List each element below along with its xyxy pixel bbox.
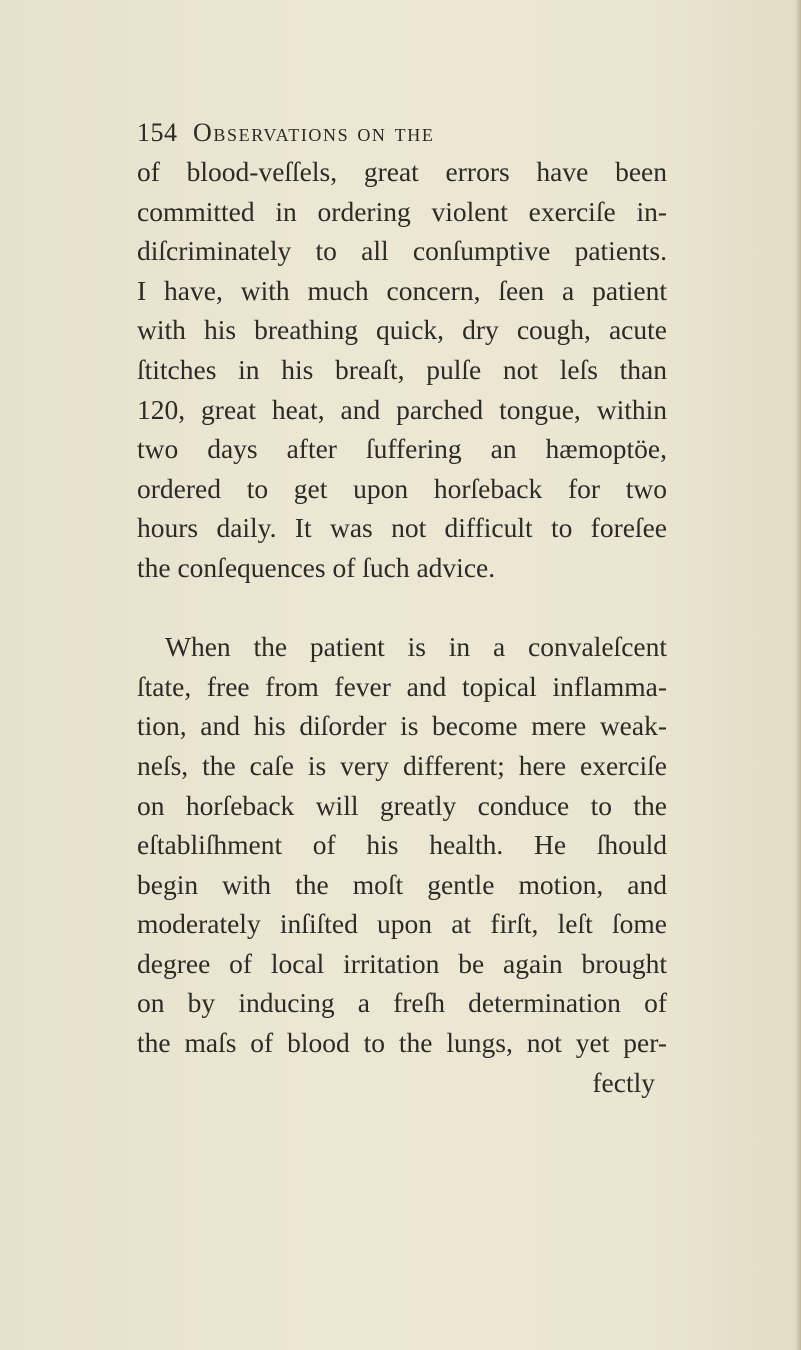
text-line: ſtitches in his breaſt, pulſe not leſs than (137, 353, 667, 385)
text-line: on horſeback will greatly conduce to the (137, 789, 667, 821)
text-line: two days after ſuffering an hæmoptöe, (137, 433, 667, 465)
text-line: degree of local irritation be again brought (137, 947, 667, 979)
text-line: neſs, the caſe is very different; here exerciſe (137, 749, 667, 781)
paragraph-gap (137, 588, 667, 628)
paragraph-2 (137, 627, 667, 1063)
text-line: the conſequences of ſuch advice. (137, 551, 496, 583)
text-line: ſtate, free from fever and topical inflamma- (137, 670, 667, 702)
text-line: I have, with much concern, ſeen a patient (137, 274, 667, 306)
page-number: 154 (137, 118, 178, 147)
text-line: hours daily. It was not difficult to foreſee (137, 512, 667, 544)
text-line: eſtabliſhment of his health. He ſhould (137, 829, 667, 861)
text-line: moderately inſiſted upon at firſt, leſt ſome (137, 908, 667, 940)
text-line: 120, great heat, and parched tongue, within (137, 393, 667, 425)
text-line: diſcriminately to all conſumptive patients. (137, 235, 667, 267)
page-edge-shadow (795, 0, 801, 1350)
catchword: fectly (592, 1066, 655, 1098)
text-line: tion, and his diſorder is become mere weak- (137, 710, 667, 742)
running-title: Observations on the (193, 118, 435, 147)
text-line: with his breathing quick, dry cough, acute (137, 314, 667, 346)
text-line: the maſs of blood to the lungs, not yet per- (137, 1027, 667, 1059)
text-line: When the patient is in a convaleſcent (165, 631, 667, 663)
paragraph-1 (137, 152, 667, 588)
text-line: on by inducing a freſh determination of (137, 987, 667, 1019)
text-line: ordered to get upon horſeback for two (137, 472, 667, 504)
text-line: of blood-veſſels, great errors have been (137, 156, 667, 187)
text-line: begin with the moſt gentle motion, and (137, 868, 667, 900)
body-text (137, 152, 667, 1102)
text-line: committed in ordering violent exerciſe in- (137, 195, 667, 227)
